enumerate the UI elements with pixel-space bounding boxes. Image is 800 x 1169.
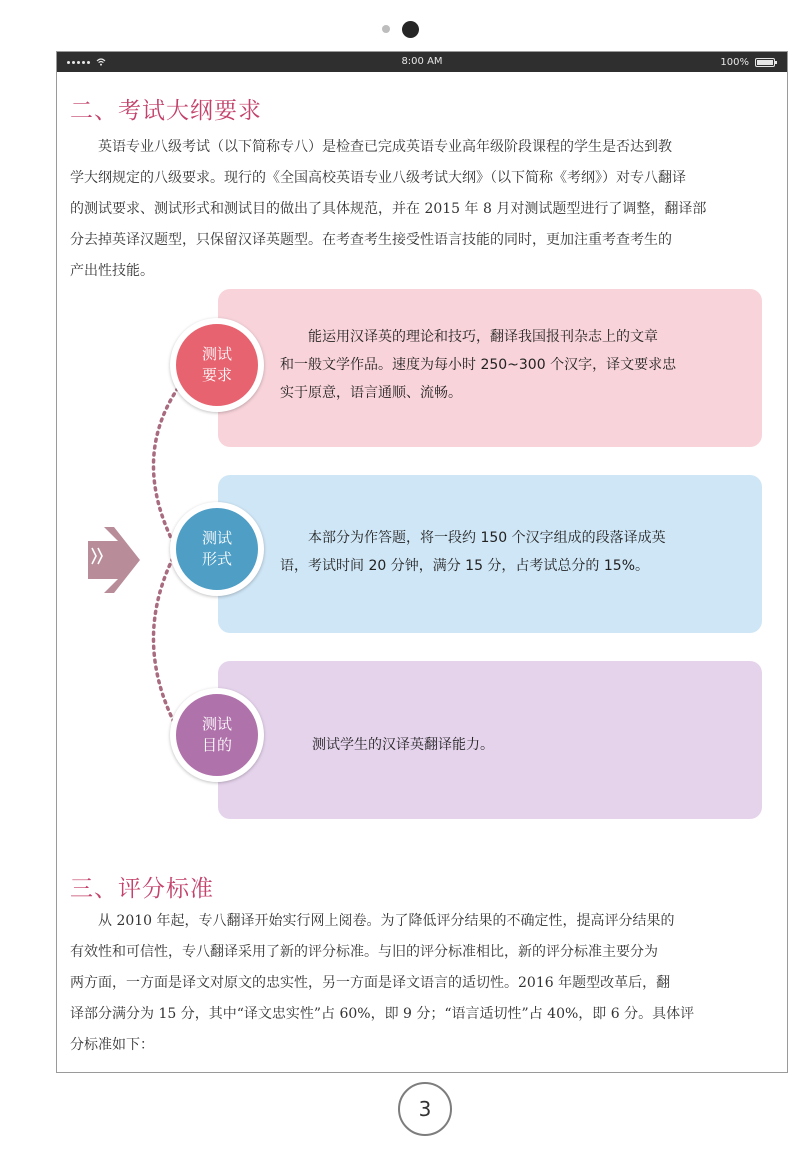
badge-line: 测试	[201, 715, 232, 733]
badge-line: 测试	[201, 345, 232, 363]
paragraph-line: 译部分满分为 15 分，其中“译文忠实性”占 60%，即 9 分；“语言适切性”占 40%，即 6 分。具体评	[70, 1006, 695, 1022]
paragraph-line: 英语专业八级考试（以下简称专八）是检查已完成英语专业高年级阶段课程的学生是否达到教	[98, 139, 672, 155]
status-time: 8:00 AM	[401, 56, 443, 67]
section3-paragraph	[70, 906, 776, 1061]
paragraph-line: 分标准如下：	[70, 1037, 154, 1053]
section2-paragraph	[70, 132, 776, 287]
badge-line: 要求	[201, 366, 232, 384]
test-requirement-text	[280, 323, 676, 407]
page-indicator[interactable]	[0, 17, 800, 41]
battery-percent: 100%	[720, 56, 749, 68]
test-requirement-badge	[170, 318, 264, 412]
card-line: 和一般文学作品。速度为每小时 250~300 个汉字，译文要求忠	[280, 357, 677, 373]
test-format-text	[280, 524, 666, 580]
page-dot-active[interactable]	[402, 21, 419, 38]
test-format-badge	[170, 502, 264, 596]
status-bar	[57, 52, 787, 72]
card-line: 能运用汉译英的理论和技巧，翻译我国报刊杂志上的文章	[308, 329, 658, 345]
card-line: 实于原意，语言通顺、流畅。	[280, 385, 462, 401]
test-purpose-badge	[170, 688, 264, 782]
paragraph-line: 的测试要求、测试形式和测试目的做出了具体规范，并在 2015 年 8 月对测试题型进行了调整，翻译部	[70, 201, 707, 217]
paragraph-line: 从 2010 年起，专八翻译开始实行网上阅卷。为了降低评分结果的不确定性，提高评分结果的	[98, 913, 675, 929]
paragraph-line: 有效性和可信性，专八翻译采用了新的评分标准。与旧的评分标准相比，新的评分标准主要分为	[70, 944, 658, 960]
section-heading-scoring: 三、评分标准	[70, 876, 214, 902]
card-line: 本部分为作答题，将一段约 150 个汉字组成的段落译成英	[308, 530, 666, 546]
paragraph-line: 产出性技能。	[70, 263, 154, 279]
badge-line: 形式	[201, 550, 232, 568]
card-line: 语，考试时间 20 分钟，满分 15 分，占考试总分的 15%。	[280, 558, 649, 574]
status-right	[720, 52, 775, 72]
battery-icon	[755, 58, 775, 67]
badge-line: 目的	[201, 736, 232, 754]
card-line: 测试学生的汉译英翻译能力。	[312, 737, 494, 753]
battery-fill	[757, 60, 773, 65]
page-dot-inactive[interactable]	[382, 25, 390, 33]
paragraph-line: 两方面，一方面是译文对原文的忠实性，另一方面是译文语言的适切性。2016 年题型改革后，翻	[70, 975, 671, 991]
section-heading-exam-outline: 二、考试大纲要求	[70, 98, 262, 124]
paragraph-line: 分去掉英译汉题型，只保留汉译英题型。在考查考生接受性语言技能的同时，更加注重考查考生的	[70, 232, 672, 248]
badge-line: 测试	[201, 529, 232, 547]
paragraph-line: 学大纲规定的八级要求。现行的《全国高校英语专业八级考试大纲》（以下简称《考纲》）对专八翻译	[70, 170, 686, 186]
test-purpose-text	[312, 731, 494, 759]
page-number: 3	[398, 1082, 452, 1136]
